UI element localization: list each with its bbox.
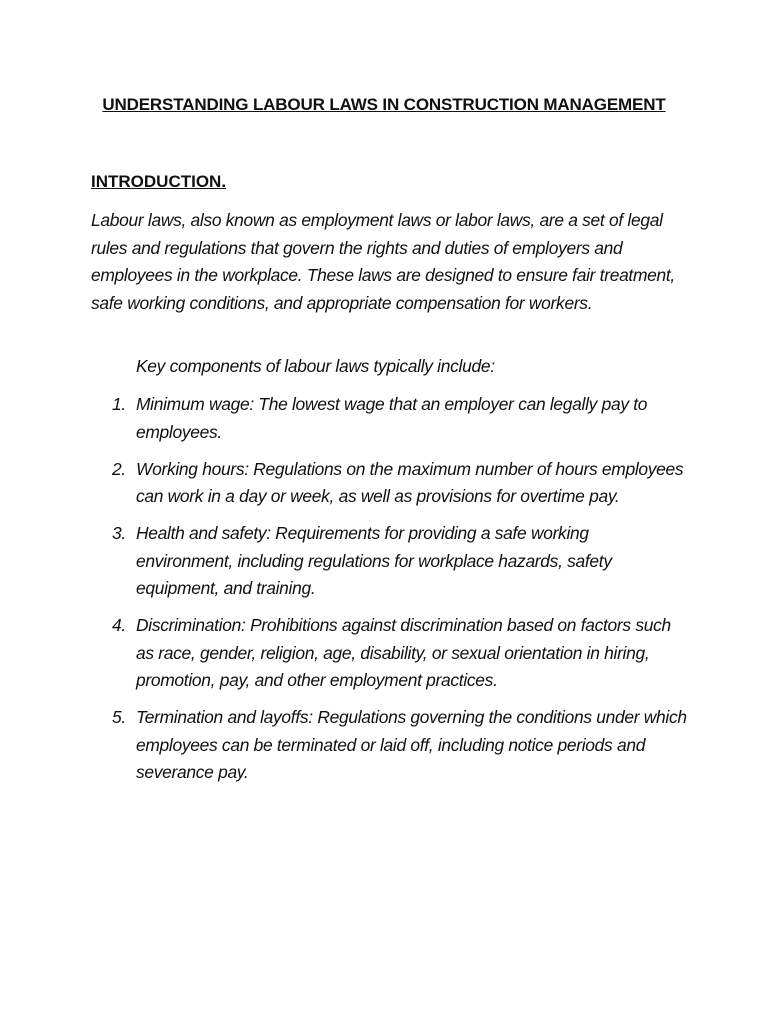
list-item-number-value: 3. bbox=[112, 523, 126, 543]
list-item-number-value: 1. bbox=[112, 394, 126, 414]
list-lead-text: Key components of labour laws typically include: bbox=[136, 356, 495, 376]
list-item bbox=[91, 612, 687, 695]
list-item-text: Discrimination: Prohibitions against discrimination based on factors such as race, gender, religion, age, disability, or sexual orientation in hiring, promotion, pay, and other employment practices. bbox=[136, 615, 671, 690]
list-item bbox=[91, 704, 687, 787]
components-list bbox=[91, 391, 687, 796]
list-item bbox=[91, 391, 687, 446]
list-item bbox=[91, 520, 687, 603]
list-item-number bbox=[91, 391, 136, 419]
list-item-number bbox=[91, 704, 136, 732]
list-item-text: Termination and layoffs: Regulations governing the conditions under which employees can be terminated or laid off, including notice periods and severance pay. bbox=[136, 707, 687, 782]
list-item-number-value: 2. bbox=[112, 458, 126, 479]
document-title: UNDERSTANDING LABOUR LAWS IN CONSTRUCTION MANAGEMENT bbox=[102, 95, 666, 114]
list-item-number-value: 5. bbox=[112, 707, 126, 727]
intro-paragraph: Labour laws, also known as employment laws or labor laws, are a set of legal rules and regulations that govern the rights and duties of employers and employees in the workplace. These laws are designed to ensure fair treatment, safe working conditions, and appropriate compensation for workers. bbox=[91, 210, 675, 313]
list-item bbox=[91, 456, 687, 511]
list-item-text: Health and safety: Requirements for providing a safe working environment, including regulations for workplace hazards, safety equipment, and training. bbox=[136, 523, 612, 598]
list-item-number-value: 4. bbox=[112, 615, 126, 635]
list-item-text: Working hours: Regulations on the maximum number of hours employees can work in a day or week, as well as provisions for overtime pay. bbox=[136, 458, 684, 506]
list-item-text: Minimum wage: The lowest wage that an employer can legally pay to employees. bbox=[136, 394, 648, 442]
list-item-number bbox=[91, 456, 136, 484]
list-item-number bbox=[91, 612, 136, 640]
section-heading: INTRODUCTION. bbox=[91, 172, 227, 191]
list-item-number bbox=[91, 520, 136, 548]
